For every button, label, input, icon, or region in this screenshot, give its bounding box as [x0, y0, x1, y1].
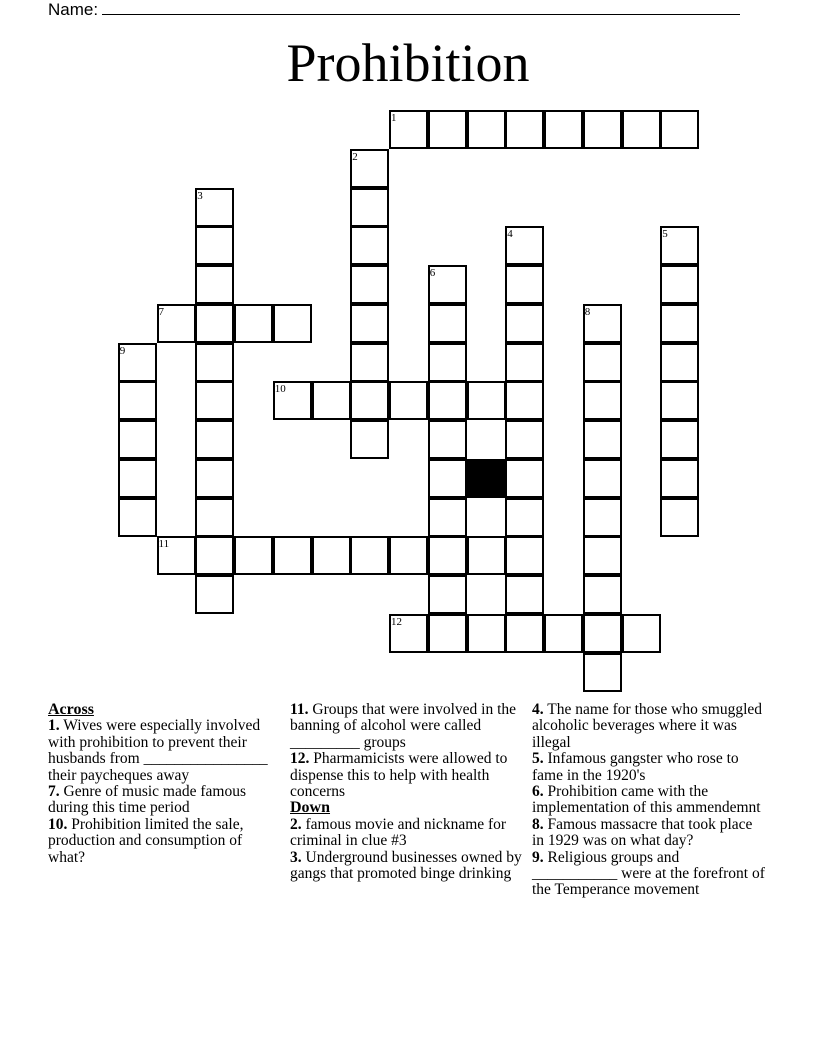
clues-column-2 [290, 702, 524, 882]
grid-cell[interactable] [505, 343, 544, 382]
grid-cell[interactable] [234, 304, 273, 343]
grid-cell[interactable] [505, 536, 544, 575]
grid-cell[interactable] [660, 265, 699, 304]
grid-cell[interactable] [505, 265, 544, 304]
grid-cell[interactable] [544, 110, 583, 149]
grid-cell[interactable] [660, 498, 699, 537]
page-title: Prohibition [286, 33, 530, 93]
grid-cell[interactable] [234, 536, 273, 575]
grid-cell[interactable] [312, 536, 351, 575]
clue-item-number: 9. [532, 848, 544, 866]
grid-cell[interactable] [660, 420, 699, 459]
clue-number: 6 [429, 267, 436, 279]
clue-number: 2 [352, 150, 358, 163]
grid-cell[interactable] [389, 381, 428, 420]
clue-item [532, 784, 768, 817]
grid-cell[interactable] [467, 381, 506, 420]
grid-cell[interactable] [583, 575, 622, 614]
clue-item-text: Pharmamicists were allowed to dispense this to help with health concerns [290, 750, 508, 801]
clue-item-text: The name for those who smuggled alcoholic beverages where it was illegal [532, 701, 763, 751]
clues-column-1 [48, 702, 280, 866]
grid-cell[interactable] [583, 110, 622, 149]
grid-cell[interactable] [583, 420, 622, 459]
grid-cell[interactable] [583, 653, 622, 692]
clue-item-number: 7. [48, 783, 60, 801]
grid-cell[interactable] [505, 110, 544, 149]
clue-item-text: Underground businesses owned by gangs that promoted binge drinking [290, 848, 522, 883]
grid-cell[interactable] [467, 614, 506, 653]
grid-cell[interactable] [195, 420, 234, 459]
grid-cell[interactable] [428, 420, 467, 459]
grid-cell[interactable] [583, 459, 622, 498]
grid-cell[interactable] [505, 575, 544, 614]
grid-cell[interactable] [428, 343, 467, 382]
grid-cell[interactable] [118, 498, 157, 537]
grid-cell[interactable] [505, 381, 544, 420]
grid-cell[interactable] [389, 536, 428, 575]
clues-column-3 [532, 702, 768, 899]
clue-number: 3 [197, 189, 203, 202]
clue-item-text: Prohibition limited the sale, production and consumption of what? [48, 815, 244, 866]
clue-item [532, 817, 768, 850]
grid-cell[interactable] [118, 381, 157, 420]
clue-item [532, 751, 768, 784]
clue-item [290, 817, 524, 850]
grid-cell[interactable] [428, 110, 467, 149]
clue-number: 9 [119, 344, 126, 357]
clue-item-number: 5. [532, 750, 544, 768]
clue-item-number: 4. [532, 701, 544, 718]
grid-cell[interactable] [660, 110, 699, 149]
clue-number: 8 [584, 305, 591, 318]
grid-cell[interactable] [195, 498, 234, 537]
grid-cell[interactable] [467, 536, 506, 575]
clue-item [48, 817, 280, 866]
grid-cell[interactable] [195, 343, 234, 382]
clue-item-number: 11. [290, 701, 309, 718]
grid-cell[interactable] [505, 459, 544, 498]
grid-cell[interactable] [195, 381, 234, 420]
grid-cell[interactable] [660, 381, 699, 420]
grid-cell[interactable] [660, 459, 699, 498]
grid-cell[interactable] [350, 265, 389, 304]
grid-cell[interactable] [583, 614, 622, 653]
clue-item-text: Groups that were involved in the banning of alcohol were called _________ groups [290, 701, 517, 751]
clue-item-number: 6. [532, 783, 544, 801]
grid-cell[interactable] [350, 343, 389, 382]
grid-cell[interactable] [660, 304, 699, 343]
grid-cell[interactable] [544, 614, 583, 653]
clue-item-text: Genre of music made famous during this time period [48, 783, 246, 817]
clue-item-number: 12. [290, 750, 310, 768]
grid-cell[interactable] [583, 536, 622, 575]
grid-cell[interactable] [195, 226, 234, 265]
clue-number: 7 [158, 305, 164, 318]
clue-number: 5 [662, 228, 668, 241]
clue-item-text: Wives were especially involved with prohibition to prevent their husbands from ________________ their paycheques away [48, 717, 268, 784]
grid-cell[interactable] [195, 265, 234, 304]
down-heading: Down [290, 799, 331, 817]
grid-cell[interactable] [350, 536, 389, 575]
grid-cell[interactable] [273, 536, 312, 575]
grid-cell[interactable] [195, 459, 234, 498]
grid-cell[interactable] [350, 188, 389, 227]
grid-cell[interactable] [428, 381, 467, 420]
blocked-cell [467, 459, 506, 498]
name-label: Name: [48, 0, 99, 19]
grid-cell[interactable] [505, 420, 544, 459]
clue-number: 12 [391, 615, 402, 628]
grid-cell[interactable] [505, 498, 544, 537]
grid-cell[interactable] [350, 420, 389, 459]
clue-number: 10 [274, 383, 286, 396]
clue-item-text: famous movie and nickname for criminal in clue #3 [290, 815, 507, 850]
grid-cell[interactable] [350, 381, 389, 420]
clue-item-number: 3. [290, 848, 302, 866]
grid-cell[interactable] [505, 614, 544, 653]
grid-cell[interactable] [428, 459, 467, 498]
grid-cell[interactable] [505, 304, 544, 343]
clue-item-text: Prohibition came with the implementation of this ammendemnt [532, 783, 761, 817]
grid-cell[interactable] [622, 614, 661, 653]
clue-item [532, 702, 768, 751]
grid-cell[interactable] [660, 343, 699, 382]
grid-cell[interactable] [583, 381, 622, 420]
grid-cell[interactable] [467, 110, 506, 149]
clue-number: 1 [391, 112, 397, 124]
grid-cell[interactable] [350, 226, 389, 265]
clue-item-number: 2. [290, 815, 302, 833]
grid-cell[interactable] [195, 575, 234, 614]
grid-cell[interactable] [312, 381, 351, 420]
clue-item [290, 751, 524, 800]
clue-item [290, 702, 524, 751]
clue-number: 4 [507, 228, 513, 241]
grid-cell[interactable] [195, 304, 234, 343]
clue-item [532, 850, 768, 899]
grid-cell[interactable] [428, 498, 467, 537]
grid-cell[interactable] [428, 614, 467, 653]
clue-item-number: 10. [48, 815, 68, 833]
clue-item [48, 718, 280, 784]
grid-cell[interactable] [428, 304, 467, 343]
grid-cell[interactable] [428, 575, 467, 614]
grid-cell[interactable] [428, 536, 467, 575]
grid-cell[interactable] [118, 420, 157, 459]
clue-item-number: 1. [48, 717, 60, 735]
clue-item-text: Famous massacre that took place in 1929 was on what day? [532, 815, 753, 850]
grid-cell[interactable] [118, 459, 157, 498]
clue-number: 11 [158, 538, 170, 551]
grid-cell[interactable] [273, 304, 312, 343]
clue-item [48, 784, 280, 817]
clue-item-text: Infamous gangster who rose to fame in the 1920's [532, 750, 739, 784]
grid-cell[interactable] [195, 536, 234, 575]
grid-cell[interactable] [583, 498, 622, 537]
across-heading: Across [48, 701, 94, 718]
clue-item [290, 850, 524, 883]
grid-cell[interactable] [622, 110, 661, 149]
grid-cell[interactable] [583, 343, 622, 382]
clue-item-text: Religious groups and ___________ were at the forefront of the Temperance movement [532, 848, 765, 899]
clue-item-number: 8. [532, 815, 544, 833]
grid-cell[interactable] [350, 304, 389, 343]
